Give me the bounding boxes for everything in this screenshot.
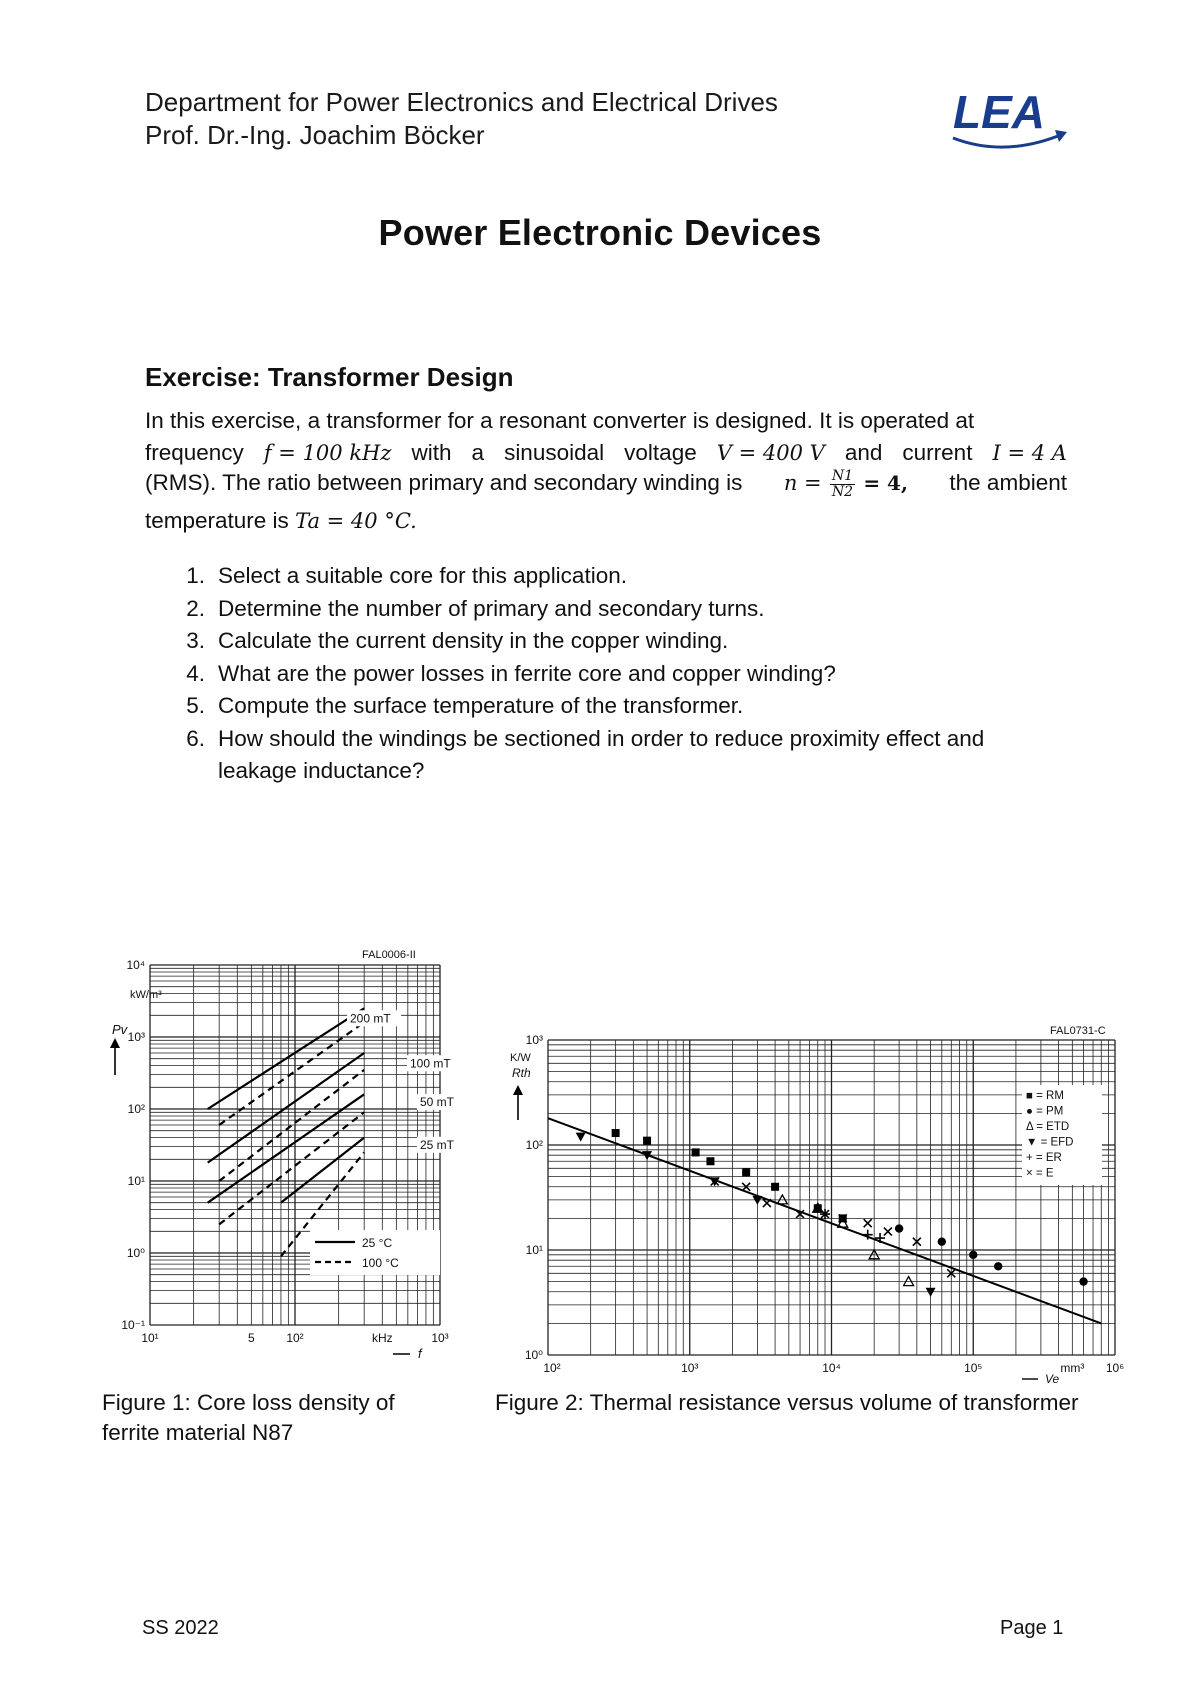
- legend-label: 25 °C: [362, 1236, 393, 1250]
- x-tick-label: 10⁶: [1105, 1361, 1125, 1375]
- x-tick-label: 10⁵: [964, 1361, 983, 1375]
- question-item: 4. What are the power losses in ferrite core and copper winding?: [186, 660, 836, 686]
- x-axis-label: f: [418, 1346, 422, 1360]
- data-point-er: [875, 1233, 885, 1243]
- data-point-rm: [612, 1129, 620, 1137]
- data-point-rm: [742, 1168, 750, 1176]
- x-tick-label: 10³: [431, 1331, 449, 1345]
- curve-label: 200 mT: [350, 1011, 391, 1026]
- chart-code: FAL0006-II: [362, 949, 416, 961]
- data-point-pm: [994, 1262, 1002, 1270]
- series-line: [219, 1112, 364, 1224]
- logo-text: LEA: [953, 86, 1045, 138]
- y-tick-label: 10²: [525, 1138, 543, 1152]
- y-tick-label: 10⁰: [126, 1246, 145, 1260]
- intro-line-4: temperature is Ta = 40 °C.: [145, 508, 417, 533]
- legend-label: Δ = ETD: [1026, 1121, 1070, 1133]
- legend-label: ▼ = EFD: [1026, 1136, 1074, 1149]
- intro-line-3: (RMS). The ratio between primary and secondary winding is n = $\frac{N1}{N2}$ = 4, the ambient: [145, 467, 1067, 500]
- ambient-temperature-expression: Ta = 40 °C.: [295, 509, 417, 533]
- thermal-resistance-chart: [490, 1020, 1130, 1385]
- data-point-e: [864, 1219, 872, 1227]
- y-tick-label: 10²: [127, 1102, 145, 1116]
- legend-label: 100 °C: [362, 1256, 399, 1270]
- y-tick-label: 10¹: [127, 1174, 145, 1188]
- data-point-pm: [1079, 1277, 1087, 1285]
- y-axis-label: Pv: [112, 1022, 128, 1037]
- y-axis-label: Rth: [512, 1066, 531, 1080]
- core-loss-chart: [90, 940, 470, 1360]
- voltage-expression: V = 400 V: [716, 441, 825, 465]
- question-item: 2. Determine the number of primary and secondary turns.: [186, 595, 765, 621]
- intro-line-1: In this exercise, a transformer for a resonant converter is designed. It is operated at: [145, 408, 975, 433]
- legend-label: × = E: [1026, 1167, 1054, 1180]
- question-item: 5. Compute the surface temperature of the transformer.: [186, 693, 744, 718]
- figure1-caption: Figure 1: Core loss density of ferrite material N87: [102, 1390, 395, 1445]
- y-tick-label: 10³: [525, 1033, 543, 1047]
- data-point-efd: [752, 1196, 762, 1205]
- data-point-efd: [576, 1133, 586, 1142]
- x-tick-label: 10⁴: [822, 1361, 841, 1375]
- y-axis-unit: K/W: [510, 1052, 531, 1064]
- data-point-pm: [895, 1224, 903, 1232]
- legend-label: ■ = RM: [1026, 1090, 1064, 1102]
- curve-label: 25 mT: [420, 1137, 455, 1152]
- frequency-expression: f = 100 kHz: [263, 441, 392, 465]
- professor-name: Prof. Dr.-Ing. Joachim Böcker: [145, 120, 485, 150]
- footer-page-number: Page 1: [1000, 1617, 1064, 1639]
- y-tick-label: 10⁻¹: [121, 1318, 145, 1332]
- lea-logo: [945, 80, 1085, 160]
- data-point-rm: [643, 1137, 651, 1145]
- intro-line-2: frequency f = 100 kHz with a sinusoidal voltage V = 400 V and current I = 4 A: [145, 437, 1067, 469]
- y-axis-unit: kW/m³: [130, 989, 162, 1001]
- y-axis-arrowhead: [513, 1085, 523, 1095]
- figure2-caption: Figure 2: Thermal resistance versus volume of transformer: [495, 1390, 1079, 1415]
- curve-label: 100 mT: [410, 1056, 451, 1071]
- y-tick-label: 10⁴: [126, 958, 145, 972]
- question-list: [145, 560, 1067, 788]
- footer-semester: SS 2022: [142, 1617, 219, 1639]
- x-axis-label: Ve: [1045, 1372, 1060, 1385]
- y-tick-label: 10³: [127, 1030, 145, 1044]
- y-axis-arrowhead: [110, 1038, 120, 1048]
- data-point-pm: [969, 1251, 977, 1259]
- data-point-etd: [777, 1195, 787, 1204]
- curve-label: 50 mT: [420, 1095, 455, 1110]
- x-tick-label: 5: [248, 1331, 255, 1345]
- x-tick-label: kHz: [371, 1331, 393, 1345]
- legend-label: ● = PM: [1026, 1105, 1064, 1118]
- y-tick-label: 10¹: [525, 1243, 543, 1257]
- ratio-expression: n = $\frac{N1}{N2}$ = 4,: [783, 467, 908, 500]
- x-tick-label: 10³: [681, 1361, 699, 1375]
- question-item: 3. Calculate the current density in the copper winding.: [186, 628, 729, 653]
- data-point-etd: [904, 1277, 914, 1286]
- data-point-rm: [771, 1183, 779, 1191]
- legend-label: + = ER: [1026, 1152, 1062, 1164]
- x-tick-label: 10²: [543, 1361, 561, 1375]
- series-line: [208, 1094, 364, 1202]
- chart-code: FAL0731-C: [1050, 1025, 1106, 1037]
- current-expression: I = 4 A: [992, 441, 1067, 465]
- question-item: 6. How should the windings be sectioned in order to reduce proximity effect and leakage inductance?: [186, 725, 985, 783]
- question-item: 1. Select a suitable core for this application.: [186, 563, 627, 588]
- data-point-efd: [926, 1288, 936, 1297]
- x-tick-label: mm³: [1060, 1361, 1085, 1375]
- series-line: [281, 1138, 364, 1203]
- department-name: Department for Power Electronics and Electrical Drives: [145, 87, 778, 117]
- data-point-e: [884, 1228, 892, 1236]
- data-point-rm: [692, 1148, 700, 1156]
- x-tick-label: 10¹: [141, 1331, 159, 1345]
- data-point-rm: [706, 1157, 714, 1165]
- data-point-pm: [938, 1237, 946, 1245]
- x-tick-label: 10²: [286, 1331, 304, 1345]
- series-line: [208, 1053, 364, 1163]
- exercise-title: Exercise: Transformer Design: [145, 362, 514, 392]
- document-title: Power Electronic Devices: [378, 212, 822, 253]
- y-tick-label: 10⁰: [524, 1348, 543, 1362]
